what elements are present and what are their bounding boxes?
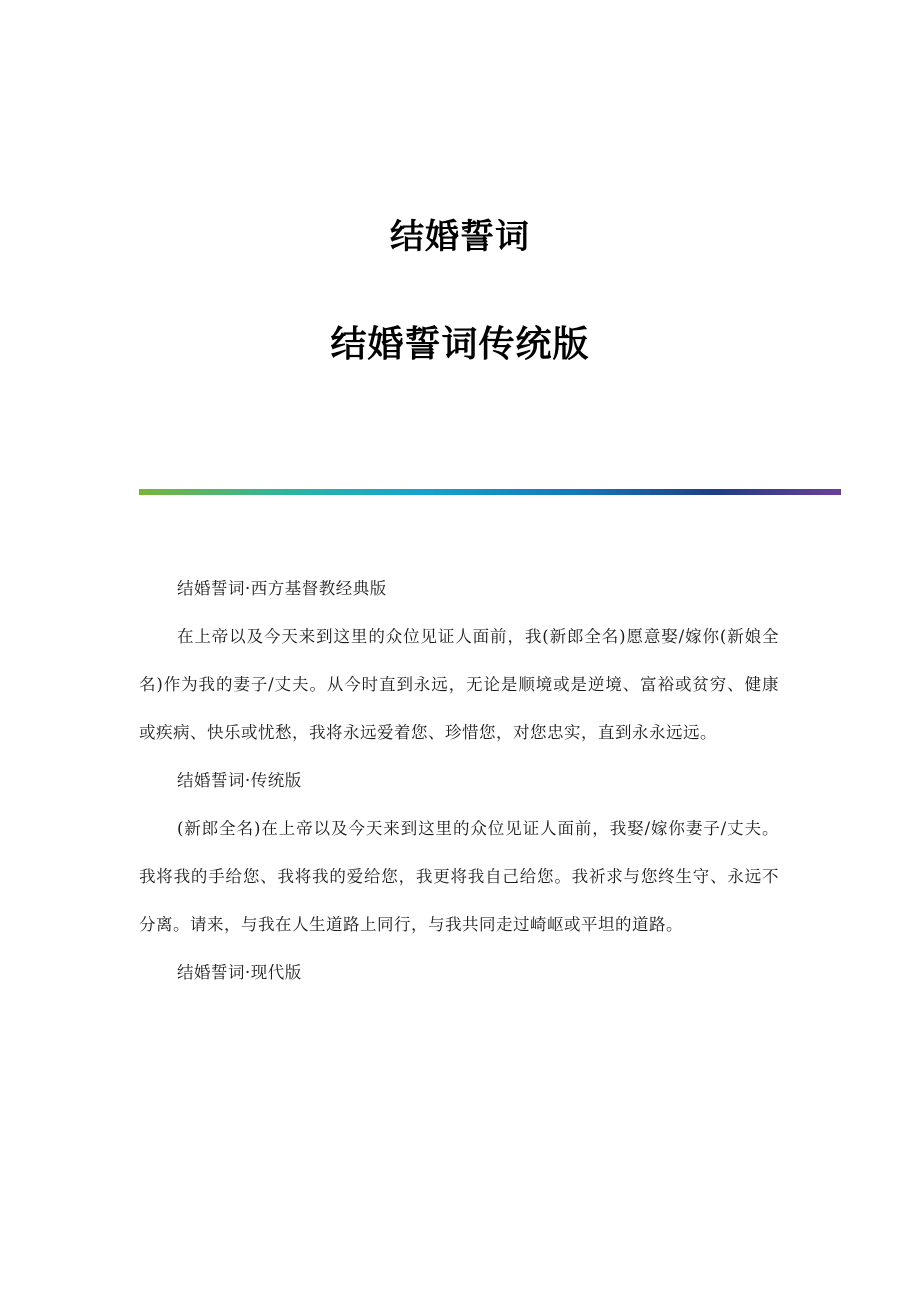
section-heading-modern: 结婚誓词·现代版 [177, 963, 302, 982]
section-body-traditional: (新郎全名)在上帝以及今天来到这里的众位见证人面前，我娶/嫁你妻子/丈夫。我将我的手给您、我将我的爱给您，我更将我自己给您。我祈求与您终生守、永远不分离。请来，与我在人生道路上同行，与我共同走过崎岖或平坦的道路。 [139, 819, 779, 934]
document-title: 结婚誓词 [390, 217, 530, 257]
document-body [139, 565, 779, 997]
section-body-western: 在上帝以及今天来到这里的众位见证人面前，我(新郎全名)愿意娶/嫁你(新娘全名)作为我的妻子/丈夫。从今时直到永远，无论是顺境或是逆境、富裕或贫穷、健康或疾病、快乐或忧愁，我将永远爱着您、珍惜您，对您忠实，直到永永远远。 [139, 627, 779, 742]
gradient-divider [139, 489, 841, 495]
section-heading-western: 结婚誓词·西方基督教经典版 [177, 579, 387, 598]
section-heading-traditional: 结婚誓词·传统版 [177, 771, 302, 790]
document-subtitle: 结婚誓词传统版 [330, 323, 590, 365]
